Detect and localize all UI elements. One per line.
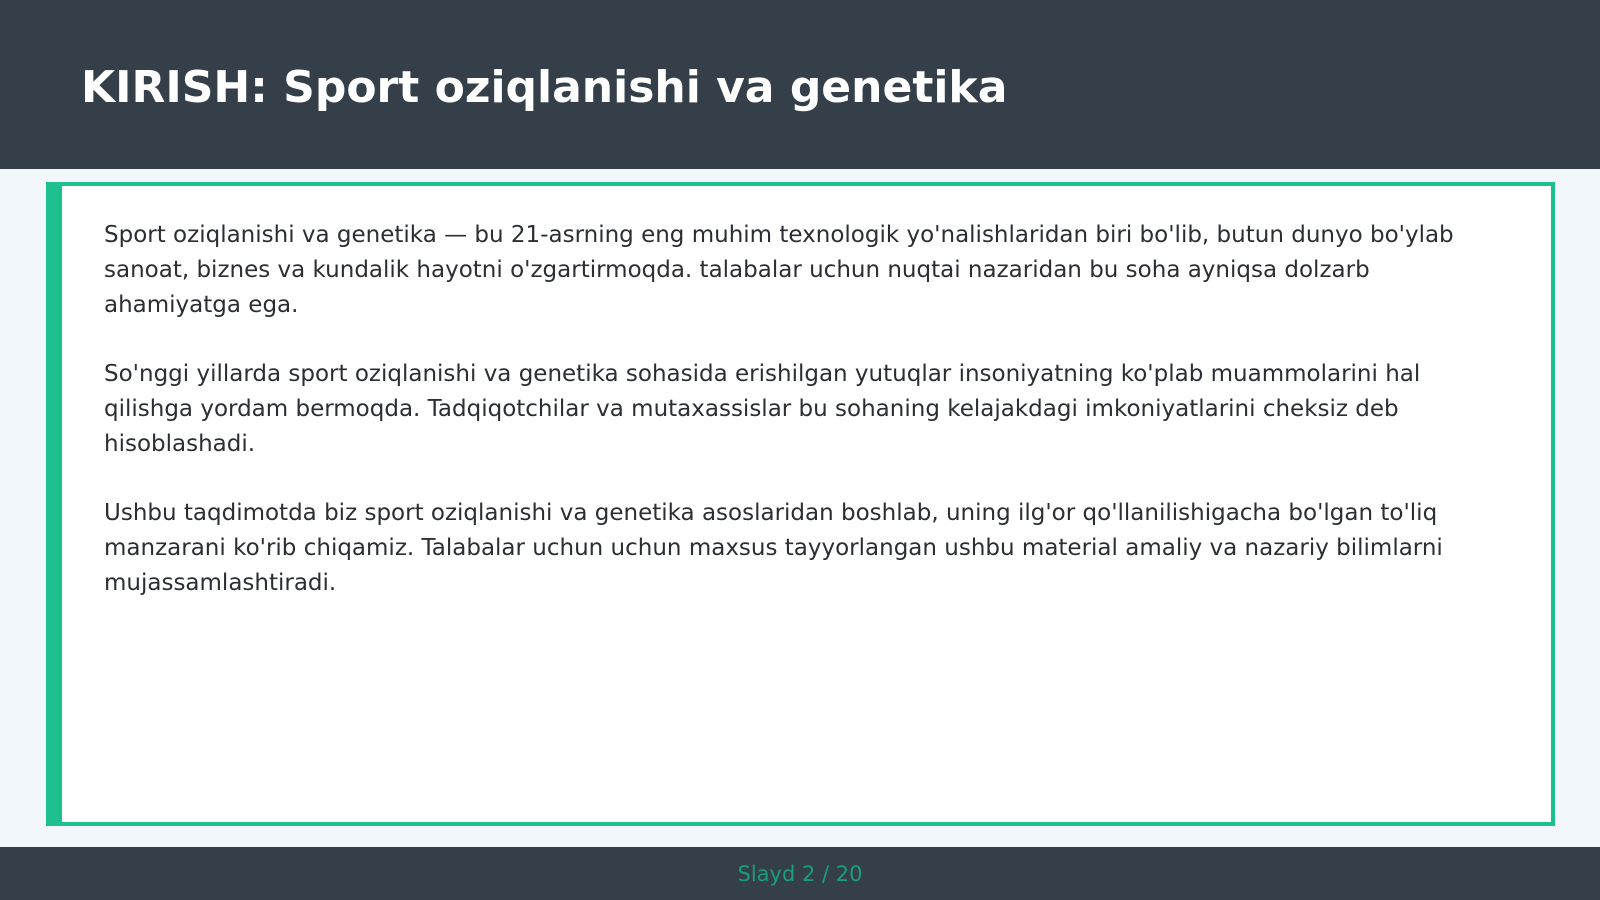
paragraph-2: So'nggi yillarda sport oziqlanishi va genetika sohasida erishilgan yutuqlar insoniyatning ko'plab muammolarini hal qilishga yordam bermoqda. Tadqiqotchilar va mutaxassislar bu sohaning kelajakdagi imkoniyatlarini cheksiz deb hisoblashadi. bbox=[104, 361, 1421, 457]
slide-title: KIRISH: Sport oziqlanishi va genetika bbox=[81, 62, 1008, 113]
slide-footer bbox=[0, 847, 1600, 900]
slide-counter: Slayd 2 / 20 bbox=[737, 862, 863, 886]
slide-header bbox=[0, 0, 1600, 169]
content-panel bbox=[46, 182, 1555, 826]
paragraph-1: Sport oziqlanishi va genetika — bu 21-asrning eng muhim texnologik yo'nalishlaridan biri bo'lib, butun dunyo bo'ylab sanoat, biznes va kundalik hayotni o'zgartirmoqda. talabalar uchun nuqtai nazaridan bu soha ayniqsa dolzarb ahamiyatga ega. bbox=[104, 222, 1454, 318]
paragraph-3: Ushbu taqdimotda biz sport oziqlanishi va genetika asoslaridan boshlab, uning ilg'or qo'llanilishigacha bo'lgan to'liq manzarani ko'rib chiqamiz. Talabalar uchun uchun maxsus tayyorlangan ushbu material amaliy va nazariy bilimlarni mujassamlashtiradi. bbox=[104, 500, 1443, 596]
content-text bbox=[104, 218, 1504, 635]
